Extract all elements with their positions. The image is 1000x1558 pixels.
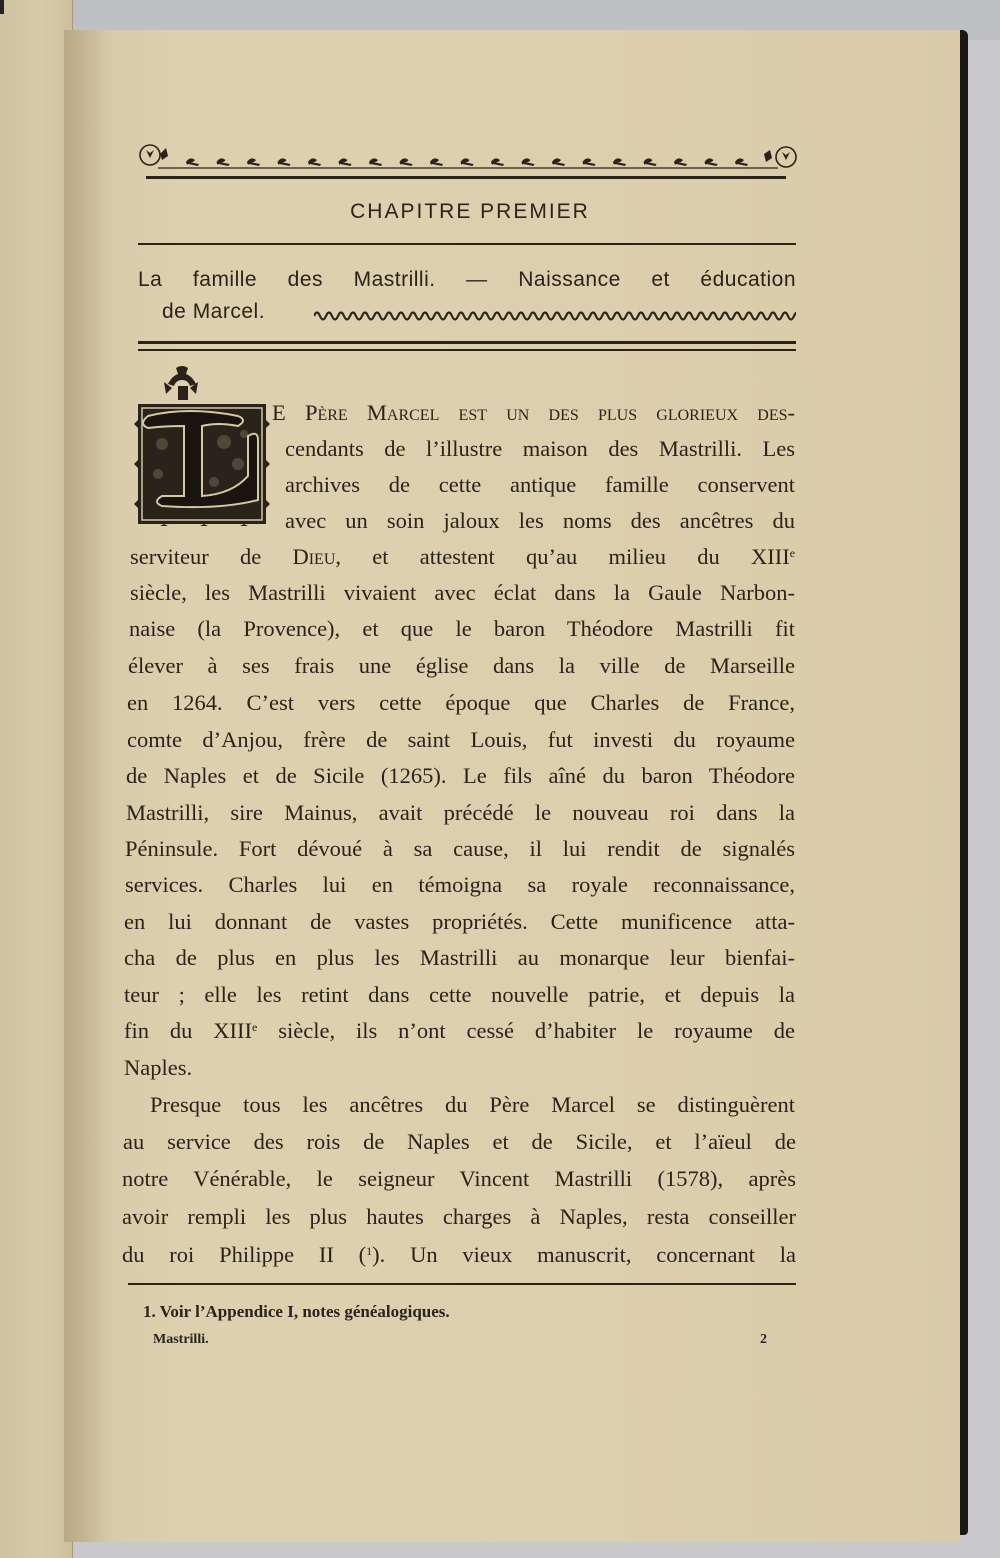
decorated-dropcap — [134, 364, 270, 526]
headband-rule — [146, 176, 786, 179]
scroll-ornament — [314, 308, 796, 324]
body-line-16 — [124, 943, 795, 973]
chapter-title-rule — [138, 243, 796, 245]
gutter-shadow — [64, 30, 114, 1542]
body-line-12 — [126, 798, 795, 828]
body-line-text: cendants de l’illustre maison des Mastrilli. Les — [285, 436, 795, 461]
vine-leaf-icon — [644, 158, 657, 166]
body-line-5 — [130, 542, 795, 572]
body-line-text: teur ; elle les retint dans cette nouvelle patrie, et depuis la — [124, 982, 795, 1007]
body-line-10 — [127, 725, 795, 755]
vine-leaf-icon — [674, 158, 687, 166]
body-line-6 — [130, 578, 795, 608]
body-line-13 — [125, 834, 795, 864]
vine-leaf-icon — [613, 158, 626, 166]
body-line-4 — [285, 506, 795, 536]
vine-leaf-icon — [583, 158, 596, 166]
body-line-text: de Naples et de Sicile (1265). Le fils aîné du baron Théodore — [126, 763, 795, 788]
vine-leaf-icon — [705, 158, 718, 166]
body-line-text: , et attestent qu’au milieu du XIII — [335, 544, 790, 569]
headband-ornament — [138, 140, 798, 172]
body-line-text: siècle, les Mastrilli vivaient avec éclat dans la Gaule Narbon- — [130, 580, 795, 605]
chapter-summary-line-2: de Marcel. — [162, 300, 266, 323]
wave-scroll-icon — [314, 308, 796, 324]
footnote-rule — [128, 1283, 796, 1285]
body-line-text: au service des rois de Naples et de Sicile, et l’aïeul de — [123, 1129, 796, 1154]
body-line-text: Naples. — [124, 1055, 193, 1080]
body-line-text: avec un soin jaloux les noms des ancêtres du — [285, 508, 795, 533]
body-line-text: services. Charles lui en témoigna sa royale reconnaissance, — [125, 872, 795, 897]
body-line-text: naise (la Provence), et que le baron Théodore Mastrilli fit — [129, 616, 795, 641]
printer-signature-mark: Mastrilli. — [153, 1332, 209, 1347]
body-line-21 — [123, 1127, 796, 1157]
body-line-text: en 1264. C’est vers cette époque que Charles de France, — [127, 690, 795, 715]
body-line-3 — [285, 470, 795, 500]
summary-double-rule-top — [138, 341, 796, 344]
summary-double-rule-bottom — [138, 349, 796, 351]
body-line-text: Péninsule. Fort dévoué à sa cause, il lui rendit de signalés — [125, 836, 795, 861]
chapter-title: CHAPITRE PREMIER — [350, 200, 590, 223]
body-line-8 — [128, 651, 795, 681]
body-line-text: avoir rempli les plus hautes charges à Naples, resta conseiller — [122, 1204, 796, 1229]
body-line-2 — [285, 434, 795, 464]
body-line-text: archives de cette antique famille conservent — [285, 472, 795, 497]
footnote-1: 1. Voir l’Appendice I, notes généalogiques. — [143, 1302, 450, 1321]
body-line-20 — [150, 1090, 795, 1120]
vine-leaf-icon — [491, 158, 504, 166]
body-line-19 — [124, 1053, 192, 1083]
vine-leaf-icon — [278, 158, 291, 166]
chapter-summary-line-1: La famille des Mastrilli. — Naissance et éducation — [138, 268, 796, 291]
signature-number: 2 — [760, 1332, 767, 1347]
body-line-17 — [124, 980, 795, 1010]
body-line-22 — [122, 1164, 796, 1194]
footnote-reference[interactable]: 1 — [366, 1244, 373, 1258]
superscript-e: e — [789, 546, 796, 560]
body-line-text: serviteur de — [130, 544, 262, 569]
vine-leaf-icon — [522, 158, 535, 166]
body-line-text: ). Un vieux manuscrit, concernant la — [372, 1242, 796, 1267]
vine-leaf-icon — [217, 158, 230, 166]
vine-leaf-icon — [400, 158, 413, 166]
body-line-24 — [122, 1240, 796, 1270]
body-line-1 — [272, 398, 795, 428]
body-line-text: du roi Philippe II ( — [122, 1242, 367, 1267]
dieu-small-caps: Dieu — [292, 544, 336, 569]
body-line-11 — [126, 761, 795, 791]
vine-leaf-icon — [430, 158, 443, 166]
left-page-edge — [0, 0, 73, 1558]
body-line-text: cha de plus en plus les Mastrilli au monarque leur bienfai- — [124, 945, 795, 970]
body-line-23 — [122, 1202, 796, 1232]
vine-leaf-icon — [369, 158, 382, 166]
body-line-text: fin du XIII — [124, 1018, 253, 1043]
body-line-14 — [125, 870, 795, 900]
body-line-15 — [124, 907, 795, 937]
vine-leaf-icon — [735, 158, 748, 166]
vine-leaf-icon — [461, 158, 474, 166]
body-line-text: comte d’Anjou, frère de saint Louis, fut investi du royaume — [127, 727, 795, 752]
superscript-e: e — [252, 1020, 258, 1034]
body-line-text: en lui donnant de vastes propriétés. Cette munificence atta- — [124, 909, 795, 934]
headband-vine-icon — [138, 140, 798, 172]
body-line-18 — [124, 1016, 795, 1046]
body-line-text: E Père Marcel est un des plus glorieux des- — [272, 400, 795, 425]
vine-leaf-icon — [339, 158, 352, 166]
body-line-text: siècle, ils n’ont cessé d’habiter le royaume de — [257, 1018, 795, 1043]
body-line-9 — [127, 688, 795, 718]
vine-leaf-icon — [247, 158, 260, 166]
body-line-text: Presque tous les ancêtres du Père Marcel se distinguèrent — [150, 1092, 795, 1117]
body-line-text: élever à ses frais une église dans la ville de Marseille — [128, 653, 795, 678]
vine-leaf-icon — [308, 158, 321, 166]
body-line-text: Mastrilli, sire Mainus, avait précédé le nouveau roi dans la — [126, 800, 795, 825]
body-line-text: notre Vénérable, le seigneur Vincent Mastrilli (1578), après — [122, 1166, 796, 1191]
body-line-7 — [129, 614, 795, 644]
vine-leaf-icon — [552, 158, 565, 166]
vine-leaf-icon — [186, 158, 199, 166]
